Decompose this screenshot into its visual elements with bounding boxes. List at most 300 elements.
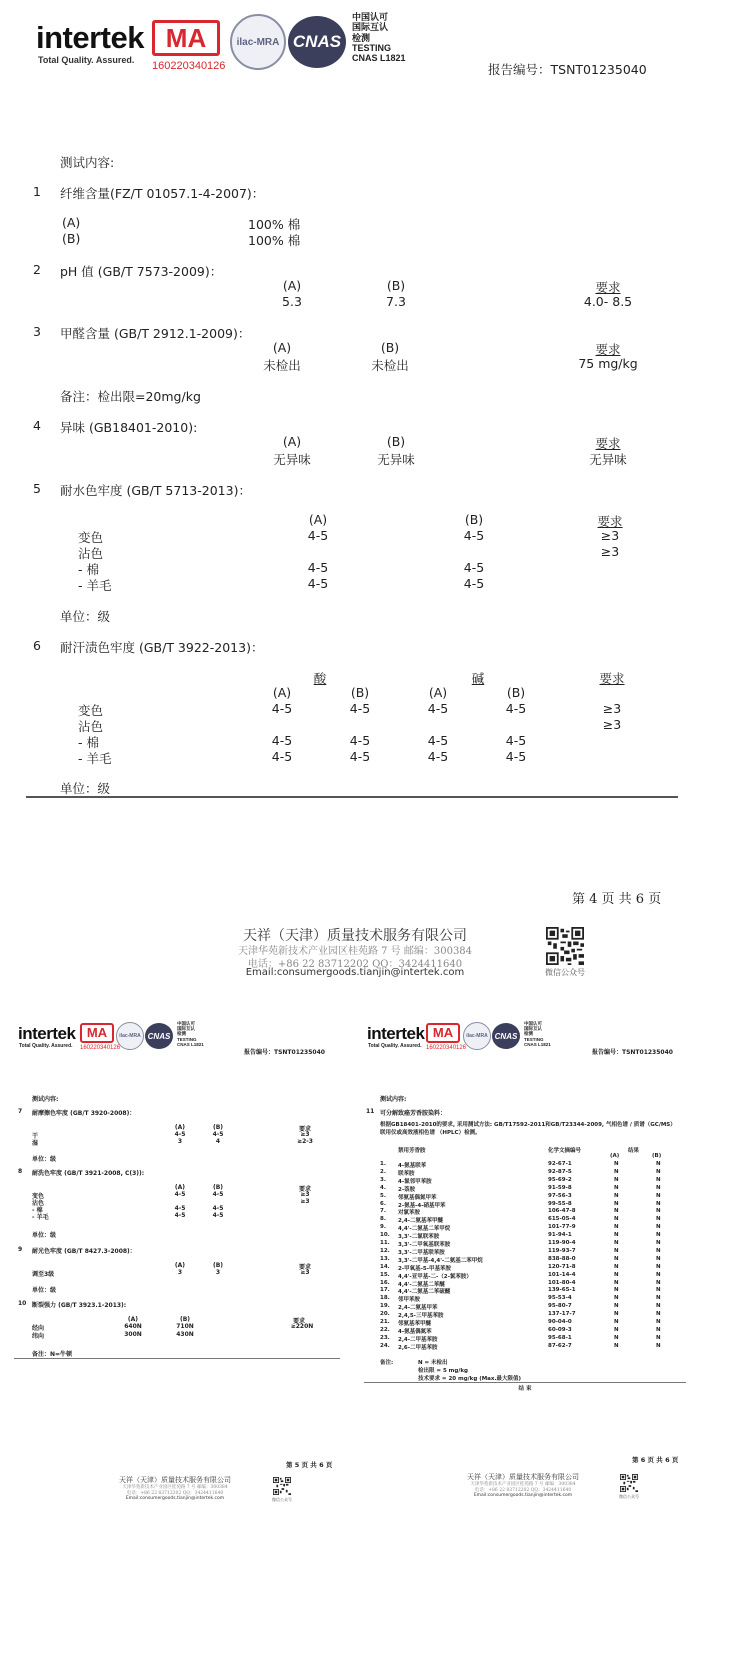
amine-row-index: 10. [380,1232,390,1239]
s8-cell: 4-5 [212,1191,224,1198]
s2-head-b: (B) [386,278,406,293]
s8-head-req: 要求 [298,1186,311,1193]
s4-head-a: (A) [282,434,302,449]
amine-result-b: N [656,1303,661,1310]
ma-logo: MA [152,20,220,56]
amine-row-index: 16. [380,1279,390,1286]
s8-req: ≥3 [300,1198,310,1205]
cnas-cn-3: 检测 [352,32,371,43]
s7-unit: 单位：级 [32,1156,57,1163]
footer-email: Email:consumergoods.tianjin@intertek.com [125,1496,225,1501]
footer-phone: 电话：+86 22 83712202 QQ：3424411640 [247,959,463,970]
s8-cell: 4-5 [174,1212,186,1219]
footer-address: 天津华苑新技术产业园区桂苑路 7 号 邮编：300384 [237,946,473,957]
s3-head-a: (A) [272,340,292,355]
footer-email: Email:consumergoods.tianjin@intertek.com [473,1493,573,1498]
s1-value-b: 100% 棉 [248,233,301,248]
amine-result-b: N [656,1279,661,1286]
cnas-en-2: CNAS L1821 [524,1041,551,1047]
s6-acid: 酸 [313,671,327,686]
amine-result-b: N [656,1263,661,1270]
s8-unit: 单位：级 [32,1232,57,1239]
amine-result-b: N [656,1334,661,1341]
amine-name: 邻氨基偶氮甲苯 [398,1194,437,1201]
amine-result-b: N [656,1342,661,1349]
report-number: 报告编号：TSNT01235040 [244,1049,325,1056]
s8-req: ≥3 [300,1191,310,1198]
s8-row-label: 变色 [32,1193,45,1200]
s6-cell: 4-5 [349,701,371,716]
s9-head-b: (B) [212,1262,224,1269]
cnas-cn-3: 检测 [524,1031,533,1037]
section-7-title: 耐摩擦色牢度 (GB/T 3920-2008)： [32,1110,136,1117]
amine-result-a: N [614,1192,619,1199]
section-2-title: pH 值 (GB/T 7573-2009)： [60,264,223,279]
section-4-title: 异味 (GB18401-2010): [60,420,198,435]
amine-result-a: N [614,1319,619,1325]
amine-name: 2,4-二甲基苯胺 [398,1336,438,1343]
amine-result-b: N [656,1326,661,1333]
amine-result-a: N [614,1342,619,1349]
s6-req: ≥3 [602,701,622,716]
amine-result-b: N [656,1208,661,1215]
amine-row-index: 11. [380,1240,390,1246]
amine-name: 3,3'-二甲基联苯胺 [398,1249,445,1256]
s10-cell: 300N [124,1331,142,1338]
divider [364,1382,686,1383]
section-7-num: 7 [18,1108,23,1115]
s6-row-label: 变色 [78,703,104,718]
s11-head-b: (B) [652,1153,662,1159]
s7-cell: 4-5 [174,1131,186,1138]
cnas-en-2: CNAS L1821 [352,53,406,64]
amine-row-index: 2. [380,1168,386,1175]
s10-req: ≥220N [290,1323,314,1330]
amine-result-a: N [614,1208,619,1215]
s6-cell: 4-5 [349,749,371,764]
cnas-caption [177,1021,204,1047]
s9-unit: 单位：级 [32,1287,57,1294]
section-10-num: 10 [18,1300,27,1307]
amine-row-index: 19. [380,1303,390,1310]
amine-row-index: 24. [380,1342,390,1349]
s6-head-b1: (B) [350,685,370,700]
amine-cas: 95-53-4 [548,1295,572,1302]
section-5-title: 耐水色牢度 (GB/T 5713-2013)： [60,483,251,498]
cnas-cn-2: 国际互认 [524,1026,542,1032]
s6-alkali: 碱 [471,671,485,686]
s6-req: ≥3 [602,717,622,732]
s7-row-label: 干 [32,1133,39,1140]
amine-result-a: N [614,1176,619,1183]
s11-note-3: 技术要求 = 20 mg/kg (Max.最大限值) [418,1376,522,1382]
footer-email: Email:consumergoods.tianjin@intertek.com [245,967,465,978]
s6-unit: 单位：级 [60,781,111,796]
amine-name: 4-氯邻甲苯胺 [398,1178,432,1185]
section-6-title: 耐汗渍色牢度 (GB/T 3922-2013)： [60,640,264,655]
s10-cell: 430N [176,1331,194,1338]
intertek-logo: intertek [18,1024,76,1043]
s10-row-label: 经向 [32,1325,45,1332]
amine-result-a: N [614,1184,619,1191]
amine-row-index: 13. [380,1255,390,1262]
amine-cas: 101-14-4 [548,1271,576,1278]
amine-name: 2,6-二甲基苯胺 [398,1344,438,1351]
s10-note: 备注：N=牛顿 [32,1351,73,1358]
amine-result-b: N [656,1200,661,1207]
amine-result-b: N [656,1176,661,1183]
footer-phone: 电话：+86 22 83712202 QQ：3424411640 [474,1488,572,1493]
s7-cell: 4-5 [212,1131,224,1138]
cnas-cn-1: 中国认可 [352,12,389,22]
amine-cas: 92-67-1 [548,1161,572,1167]
amine-result-b: N [656,1232,661,1239]
intertek-logo: intertek [367,1024,425,1043]
s5-row-req: ≥3 [600,544,620,559]
footer-phone: 电话：+86 22 83712202 QQ：3424411640 [126,1491,224,1496]
s6-head-a1: (A) [272,685,292,700]
s7-cell: 4 [215,1138,221,1145]
s3-val-a: 未检出 [263,358,301,373]
amine-name: 2-氨基-4-硝基甲苯 [398,1202,446,1209]
s5-head-req: 要求 [597,514,623,529]
amine-cas: 838-88-0 [548,1255,576,1262]
s8-cell: 4-5 [174,1191,186,1198]
test-content-label: 测试内容: [60,155,115,170]
section-3-num: 3 [33,324,41,339]
amine-result-a: N [614,1279,619,1286]
test-content-label: 测试内容: [380,1096,407,1103]
amine-result-a: N [614,1200,619,1207]
amine-result-a: N [614,1247,619,1254]
section-11-num: 11 [366,1108,375,1115]
ma-number: 160220340126 [426,1045,467,1051]
section-1-num: 1 [33,184,41,199]
s2-val-req: 4.0- 8.5 [583,294,633,309]
section-4-num: 4 [33,418,41,433]
cnas-cn-1: 中国认可 [177,1021,195,1026]
s11-head-amine: 禁用芳香胺 [398,1148,426,1154]
section-3-title: 甲醛含量 (GB/T 2912.1-2009)： [60,326,251,341]
amine-result-b: N [656,1168,661,1175]
s9-head-a: (A) [174,1262,186,1269]
amine-cas: 101-80-4 [548,1279,576,1286]
cnas-logo: CNAS [288,16,346,68]
s6-row-label: - 羊毛 [78,751,112,766]
cnas-cn-2: 国际互认 [352,22,389,33]
amine-row-index: 4. [380,1184,386,1191]
s8-cell: 4-5 [212,1205,224,1212]
amine-name: 联苯胺 [398,1170,415,1177]
footer-address: 天津华苑新技术产业园区桂苑路 7 号 邮编：300384 [470,1482,576,1487]
section-8-title: 耐洗色牢度 (GB/T 3921-2008, C(3)): [32,1170,145,1177]
section-11-title: 可分解致癌芳香胺染料： [380,1110,447,1117]
amine-cas: 92-87-5 [548,1168,572,1175]
cnas-caption [352,12,406,64]
qr-caption: 微信公众号 [272,1497,292,1502]
s5-row-b: 4-5 [463,560,485,575]
s5-row-a: 4-5 [307,576,329,591]
ilac-mra-logo: ilac-MRA [463,1022,491,1050]
cnas-en-1: TESTING [524,1036,544,1042]
s6-head-req: 要求 [599,671,625,686]
amine-cas: 99-55-8 [548,1200,572,1207]
section-1-title: 纤维含量(FZ/T 01057.1-4-2007)： [60,186,265,201]
amine-cas: 119-90-4 [548,1240,576,1246]
s3-val-req: 75 mg/kg [578,356,638,371]
amine-cas: 137-17-7 [548,1311,576,1318]
section-5-num: 5 [33,481,41,496]
s9-cell: 3 [177,1269,183,1276]
amine-result-a: N [614,1287,619,1294]
amine-result-b: N [656,1224,661,1231]
s5-row-label: 沾色 [78,546,104,561]
s11-head-result: 结果 [628,1148,640,1154]
amine-result-a: N [614,1271,619,1278]
cnas-cn-3: 检测 [177,1031,186,1037]
s6-row-label: 沾色 [78,719,104,734]
s5-row-req: ≥3 [600,528,620,543]
amine-cas: 90-04-0 [548,1319,572,1325]
s11-method: 根据GB18401-2010的要求, 采用测试方法: GB/T17592-2011和GB/T23344-2009, 气相色谱 / 质谱（GC/MS）联用仪或高效液相色谱 （HPLC）检测。 [380,1122,676,1137]
s7-head-b: (B) [212,1124,224,1131]
s9-req: ≥3 [300,1269,310,1276]
s10-head-req: 要求 [292,1318,305,1325]
s7-head-req: 要求 [298,1126,311,1133]
amine-name: 3,3'-二甲基-4,4'-二氨基二苯甲烷 [398,1257,483,1264]
s7-req: ≥3 [300,1131,310,1138]
intertek-tagline: Total Quality. Assured. [368,1043,422,1049]
amine-cas: 615-05-4 [548,1216,576,1223]
amine-result-a: N [614,1232,619,1239]
s11-note-1: N = 未检出 [418,1360,448,1366]
s7-req: ≥2-3 [297,1138,313,1145]
amine-name: 2,4,5-三甲基苯胺 [398,1313,444,1320]
amine-result-b: N [656,1295,661,1302]
amine-result-a: N [614,1295,619,1302]
cnas-cn-1: 中国认可 [524,1021,542,1026]
s10-head-a: (A) [127,1316,139,1323]
s5-row-a: 4-5 [307,560,329,575]
s7-head-a: (A) [174,1124,186,1131]
s3-head-b: (B) [380,340,400,355]
amine-cas: 91-94-1 [548,1232,572,1239]
s2-head-a: (A) [282,278,302,293]
ma-logo: MA [80,1023,114,1043]
amine-result-a: N [614,1263,619,1270]
amine-row-index: 6. [380,1200,386,1207]
qr-caption: 微信公众号 [619,1494,639,1499]
amine-row-index: 23. [380,1334,390,1341]
s5-row-a: 4-5 [307,528,329,543]
s6-cell: 4-5 [271,733,293,748]
amine-cas: 95-80-7 [548,1303,572,1310]
amine-name: 4,4'-二氨基二苯硫醚 [398,1289,451,1296]
amine-result-b: N [656,1184,661,1191]
amine-name: 对氯苯胺 [398,1210,421,1217]
amine-row-index: 3. [380,1176,386,1183]
amine-result-b: N [656,1216,661,1223]
report-number: 报告编号：TSNT01235040 [488,62,647,77]
amine-name: 4,4'-二氨基二苯醚 [398,1281,445,1288]
s6-head-a2: (A) [428,685,448,700]
s6-cell: 4-5 [427,749,449,764]
s6-cell: 4-5 [271,749,293,764]
ma-logo: MA [426,1023,460,1043]
amine-result-b: N [656,1247,661,1254]
amine-row-index: 15. [380,1271,390,1278]
amine-row-index: 12. [380,1247,390,1254]
ma-number: 160220340126 [152,60,226,72]
cnas-en-1: TESTING [352,43,392,54]
s8-cell: 4-5 [174,1205,186,1212]
amine-result-b: N [656,1255,661,1262]
amine-row-index: 7. [380,1208,386,1215]
amine-result-b: N [656,1192,661,1199]
s5-row-b: 4-5 [463,528,485,543]
amine-cas: 91-59-8 [548,1184,572,1191]
amine-row-index: 9. [380,1224,386,1231]
amine-result-a: N [614,1311,619,1318]
s5-unit: 单位：级 [60,609,111,624]
ma-number: 160220340126 [80,1045,121,1051]
amine-row-index: 14. [380,1263,390,1270]
amine-row-index: 1. [380,1161,386,1167]
footer-company: 天祥（天津）质量技术服务有限公司 [467,1473,579,1481]
intertek-tagline: Total Quality. Assured. [38,55,135,65]
amine-result-a: N [614,1216,619,1223]
amine-name: 4,4'-二氨基二苯甲烷 [398,1226,451,1233]
amine-cas: 119-93-7 [548,1247,576,1254]
amine-result-b: N [656,1287,661,1294]
s9-row-label: 调至3级 [32,1271,55,1278]
divider [14,1358,340,1359]
amine-result-a: N [614,1240,619,1246]
cnas-en-2: CNAS L1821 [177,1041,204,1047]
amine-result-a: N [614,1224,619,1231]
amine-result-b: N [656,1311,661,1318]
s11-head-a: (A) [610,1153,620,1159]
section-8-num: 8 [18,1168,23,1175]
s6-row-label: - 棉 [78,735,99,750]
amine-result-a: N [614,1255,619,1262]
s8-head-a: (A) [174,1184,186,1191]
s1-value-a: 100% 棉 [248,217,301,232]
ilac-mra-logo: ilac-MRA [116,1022,144,1050]
amine-name: 邻甲苯胺 [398,1297,421,1304]
cnas-logo: CNAS [492,1023,520,1049]
amine-cas: 101-77-9 [548,1224,576,1231]
s2-val-b: 7.3 [386,294,406,309]
s8-row-label: - 羊毛 [32,1214,49,1221]
amine-result-b: N [656,1161,661,1167]
s5-row-b: 4-5 [463,576,485,591]
s1-sample-b: (B) [62,231,81,246]
page-number: 第 6 页 共 6 页 [632,1456,679,1464]
amine-cas: 120-71-8 [548,1263,576,1270]
amine-name: 2,4-二氨基苯甲醚 [398,1218,444,1225]
s11-note-2: 检出限 = 5 mg/kg [418,1368,468,1374]
test-content-label: 测试内容: [32,1096,59,1103]
s8-cell: 4-5 [212,1212,224,1219]
amine-result-a: N [614,1303,619,1310]
s7-cell: 3 [177,1138,183,1145]
intertek-tagline: Total Quality. Assured. [19,1043,73,1049]
s4-head-b: (B) [386,434,406,449]
amine-result-b: N [656,1271,661,1278]
page-number: 第 4 页 共 6 页 [572,892,662,907]
section-10-title: 断裂强力 (GB/T 3923.1-2013): [32,1302,127,1309]
cnas-cn-2: 国际互认 [177,1026,195,1032]
intertek-logo: intertek [36,20,144,55]
s6-cell: 4-5 [427,701,449,716]
s9-head-req: 要求 [298,1264,311,1271]
s6-cell: 4-5 [505,749,527,764]
s5-row-label: - 羊毛 [78,578,112,593]
s3-note: 备注：检出限=20mg/kg [60,389,201,404]
s10-row-label: 纬向 [32,1333,45,1340]
qr-caption: 微信公众号 [545,968,585,977]
footer-address: 天津华苑新技术产业园区桂苑路 7 号 邮编：300384 [122,1485,228,1490]
s11-end: 结 束 [518,1386,532,1392]
section-6-num: 6 [33,638,41,653]
amine-name: 邻氨基苯甲醚 [398,1321,432,1327]
divider [26,796,678,798]
amine-name: 2,4-二氨基甲苯 [398,1305,438,1312]
s5-head-b: (B) [464,512,484,527]
s8-row-label: - 棉 [32,1207,43,1214]
s5-row-label: - 棉 [78,562,99,577]
amine-result-b: N [656,1319,661,1325]
amine-name: 4-氨基联苯 [398,1163,427,1169]
amine-name: 2-萘胺 [398,1186,416,1193]
ilac-mra-logo: ilac-MRA [230,14,286,70]
s6-cell: 4-5 [505,733,527,748]
amine-cas: 139-65-1 [548,1287,576,1294]
amine-cas: 95-69-2 [548,1176,572,1183]
s11-note-label: 备注: [380,1360,394,1366]
s8-head-b: (B) [212,1184,224,1191]
amine-result-a: N [614,1326,619,1333]
s4-val-a: 无异味 [273,452,311,467]
s4-head-req: 要求 [595,436,621,451]
amine-row-index: 21. [380,1319,390,1325]
s1-sample-a: (A) [62,215,81,230]
amine-row-index: 5. [380,1192,386,1199]
amine-result-a: N [614,1168,619,1175]
amine-row-index: 8. [380,1216,386,1223]
section-2-num: 2 [33,262,41,277]
amine-result-a: N [614,1161,619,1167]
s3-head-req: 要求 [595,342,621,357]
s4-val-req: 无异味 [589,452,627,467]
amine-result-b: N [656,1240,661,1246]
s6-cell: 4-5 [505,701,527,716]
cnas-en-1: TESTING [177,1036,197,1042]
qr-code-icon [546,927,584,965]
amine-name: 3,3'-二甲氧基联苯胺 [398,1242,451,1248]
s6-cell: 4-5 [349,733,371,748]
s10-head-b: (B) [179,1316,191,1323]
amine-name: 4,4'-亚甲基-二-（2-氯苯胺） [398,1273,472,1280]
s5-head-a: (A) [308,512,328,527]
amine-cas: 106-47-8 [548,1208,576,1215]
s3-val-b: 未检出 [371,358,409,373]
s2-head-req: 要求 [595,280,621,295]
s11-head-cas: 化学文摘编号 [548,1148,582,1154]
amine-cas: 95-68-1 [548,1334,572,1341]
amine-row-index: 20. [380,1311,390,1318]
